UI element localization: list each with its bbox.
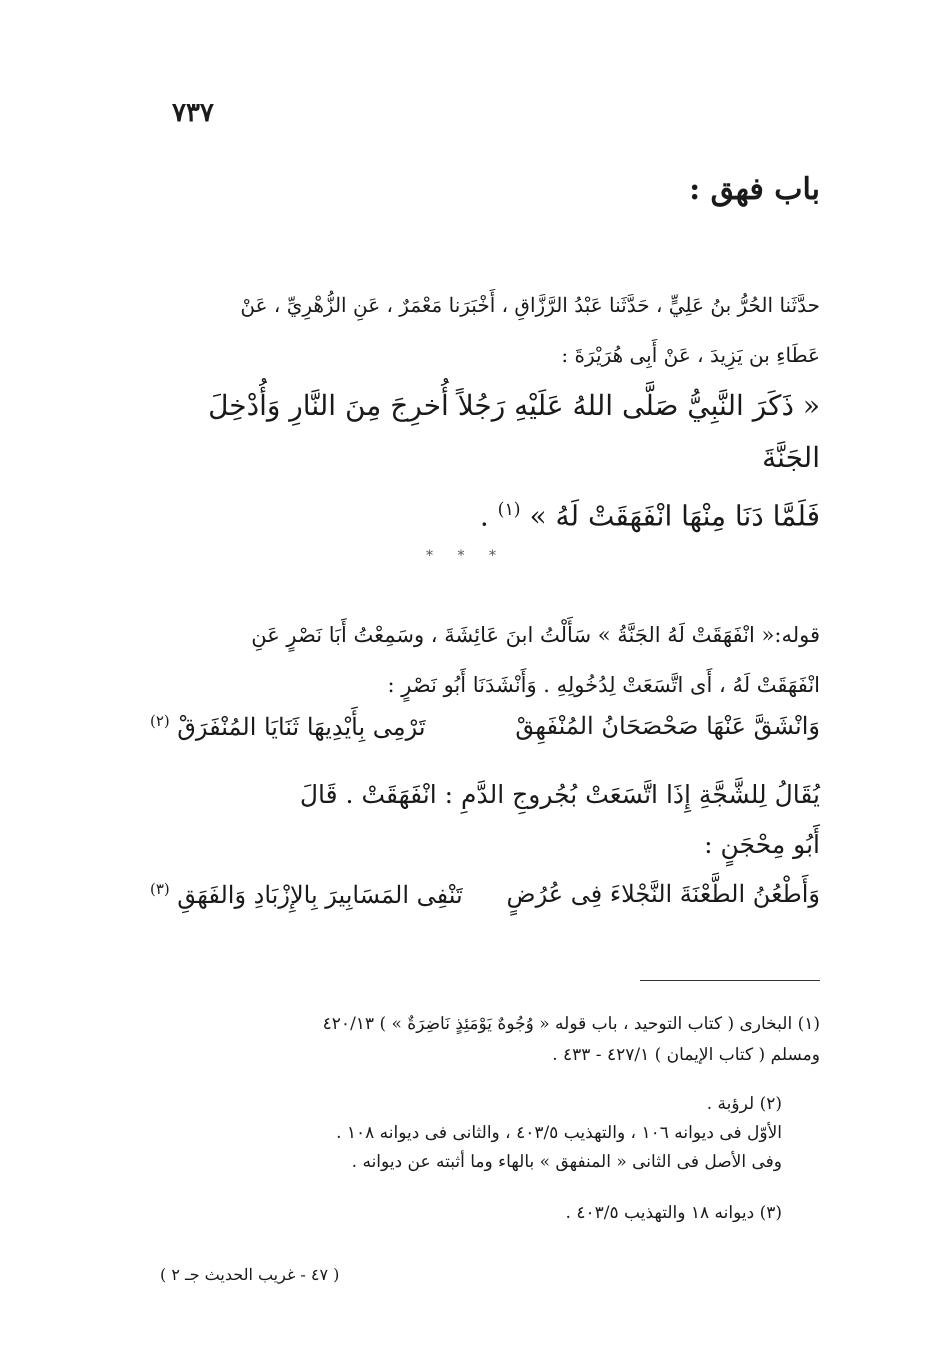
hadith-text	[150, 380, 820, 542]
isnad-line-1: حدَّثَنا الحُرُّ بنُ عَلِيٍّ ، حَدَّثَنا عَبْدُ الرَّزَّاقِ ، أَخْبَرَنا مَعْمَرٌ ، عَنِ الزُّهْرِيِّ ، عَنْ	[240, 293, 820, 317]
commentary-line-1: قوله:« انْفَهَقَتْ لَهُ الجَنَّةُ » سَأَلْتُ ابنَ عَائِشَةَ ، وسَمِعْتُ أَبَا نَصْرٍ عَنِ	[251, 623, 820, 647]
hadith-line-1: « ذَكَرَ النَّبِيُّ صَلَّى اللهُ عَلَيْهِ رَجُلاً أُخرِجَ مِنَ النَّارِ وَأُدْخِلَ الجَنَّةَ	[208, 389, 820, 474]
isnad-line-2: عَطَاءِ بن يَزِيدَ ، عَنْ أَبِى هُرَيْرَةَ :	[561, 343, 820, 367]
footnote-divider	[640, 980, 820, 981]
verse-1	[150, 712, 820, 741]
page-number: ٧٣٧	[172, 98, 214, 128]
hadith-line-2-end: .	[479, 499, 498, 533]
chapter-title: باب فهق :	[689, 172, 820, 207]
footnote-3-line-1: (٣) ديوانه ١٨ والتهذيب ٤٠٣/٥ .	[565, 1203, 782, 1223]
verse-2-hemistich-a: وَأَطْعُنُ الطَّعْنَةَ النَّجْلاءَ فِى عُرُضٍ	[506, 880, 820, 908]
footnote-2-line-2: الأوّل فى ديوانه ١٠٦ ، والتهذيب ٤٠٣/٥ ، والثانى فى ديوانه ١٠٨ .	[336, 1123, 782, 1143]
footnote-1-line-2: ومسلم ( كتاب الإيمان ) ٤٢٧/١ - ٤٣٣ .	[552, 1045, 820, 1065]
footnote-2-line-3: وفى الأصل فى الثانى « المنفهق » بالهاء وما أثبته عن ديوانه .	[351, 1152, 782, 1172]
footnote-ref-3: (٣)	[150, 880, 170, 898]
commentary-paragraph-2	[150, 770, 820, 870]
hadith-line-2-text: فَلَمَّا دَنَا مِنْهَا انْفَهَقَتْ لَهُ »	[520, 499, 820, 533]
footnote-ref-1: (١)	[497, 500, 521, 520]
verse-1-hemistich-b-wrap	[150, 712, 426, 741]
verse-1-hemistich-a: وَانْشَقَّ عَنْهَا صَحْصَحَانُ المُنْفَهِقْ	[515, 712, 820, 740]
footnote-1-line-1: (١) البخارى ( كتاب التوحيد ، باب قوله « وُجُوهٌ يَوْمَئِذٍ نَاضِرَةٌ » ) ٤٢٠/١٣	[322, 1014, 820, 1034]
page-footer: ( ٤٧ - غريب الحديث جـ ٢ )	[160, 1265, 340, 1284]
footnote-ref-2: (٢)	[150, 712, 170, 730]
commentary-line-3: يُقَالُ لِلشَّجَّةِ إِذَا اتَّسَعَتْ بُجُروجِ الدَّمِ : انْفَهَقَتْ . قَالَ	[299, 780, 820, 809]
footnote-2-line-1: (٢) لرؤبة .	[706, 1094, 782, 1114]
section-separator: * * *	[426, 548, 506, 564]
hadith-line-2	[150, 484, 820, 542]
verse-1-hemistich-b: تَرْمِى بِأَيْدِيهَا ثَنَايَا المُنْفَرَقْ	[177, 713, 426, 741]
commentary-paragraph-1	[150, 610, 820, 710]
verse-2	[150, 880, 820, 909]
commentary-line-2: انْفَهَقَتْ لَهُ ، أَى اتَّسَعَتْ لِدُخُولِهِ . وَأَنْشَدَنَا أَبُو نَصْرٍ :	[387, 673, 820, 697]
commentary-line-4: أَبُو مِحْجَنٍ :	[704, 830, 820, 859]
isnad-paragraph	[150, 280, 820, 380]
verse-2-hemistich-b-wrap	[150, 880, 463, 909]
verse-2-hemistich-b: تَنْفِى المَسَابِيرَ بِالإِزْبَادِ وَالفَهَقِ	[177, 881, 463, 909]
